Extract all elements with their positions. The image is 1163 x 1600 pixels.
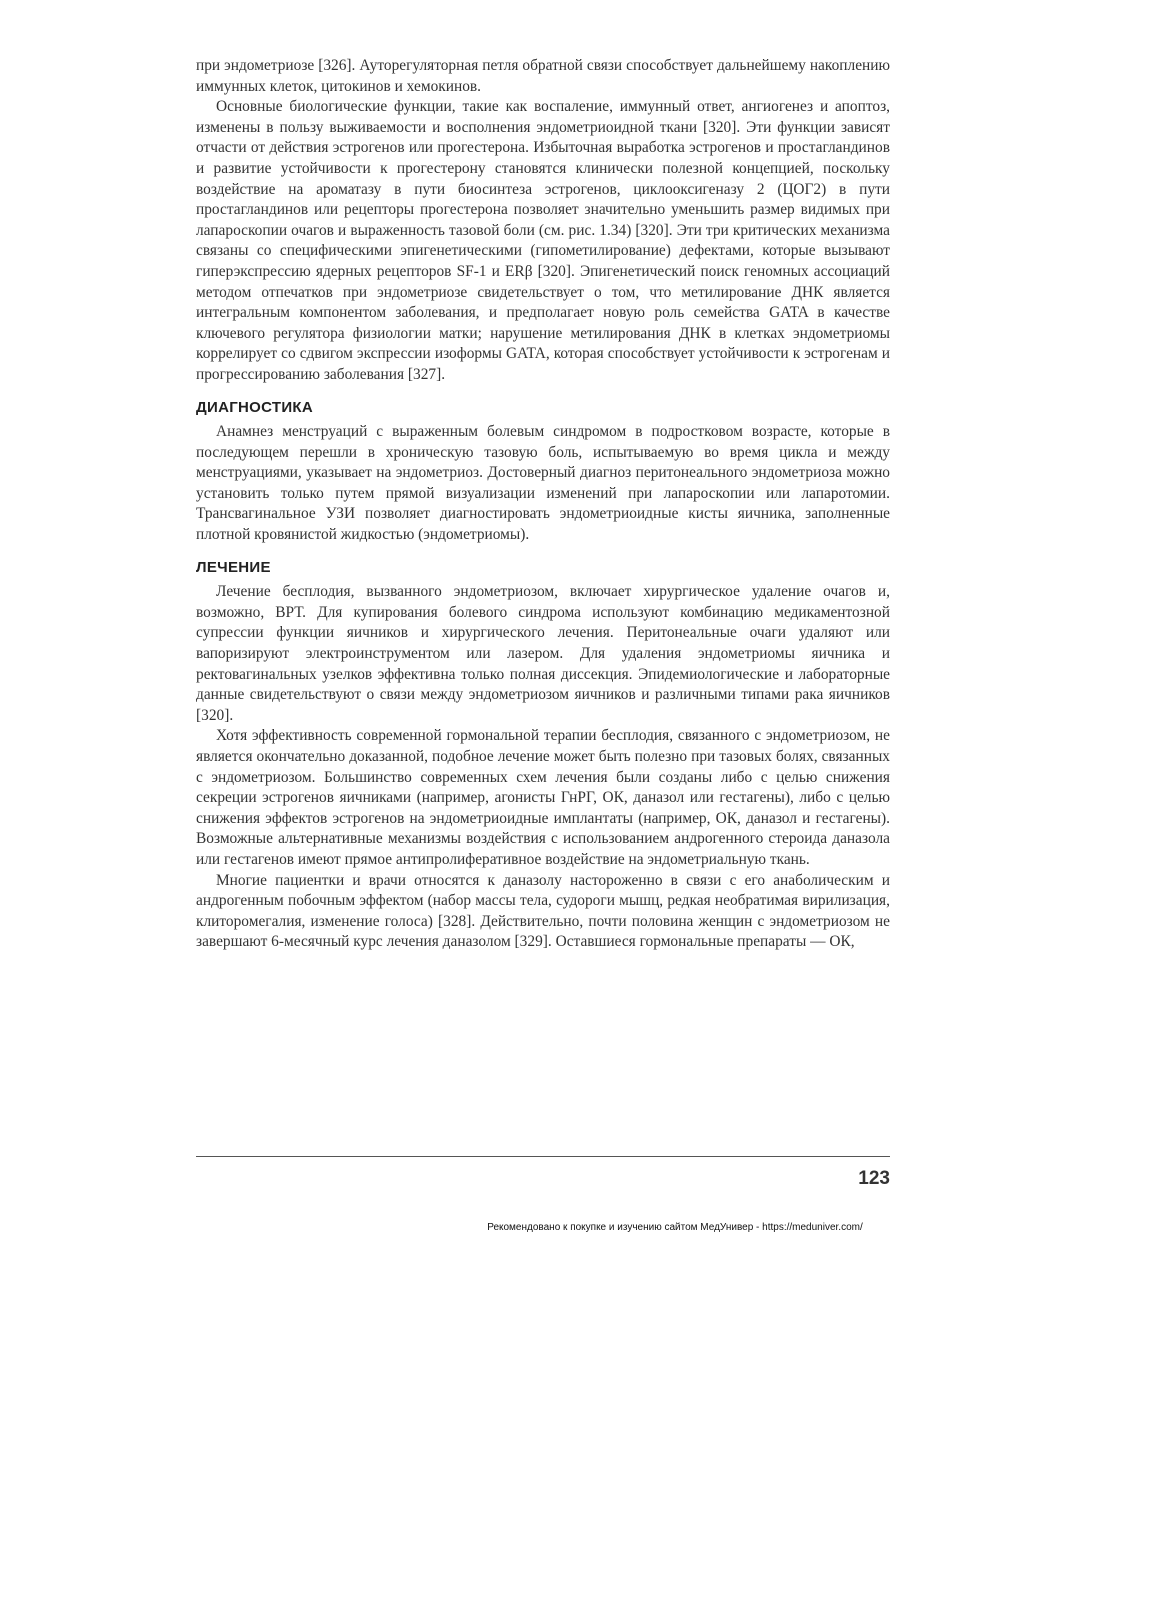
heading-diagnostics: ДИАГНОСТИКА xyxy=(196,398,313,416)
paragraph-treatment-1: Лечение бесплодия, вызванного эндометриозом, включает хирургическое удаление очагов и, возможно, ВРТ. Для купирования болевого синдрома используют комбинацию медикаментозной супрессии функции яичников и хирургического лечения. Перитонеальные очаги удаляют или вапоризируют электроинструментом или лазером. Для удаления эндометриомы яичника и ректовагинальных узелков эффективна только полная диссекция. Эпидемиологические и лабораторные данные свидетельствуют о связи между эндометриозом яичников и различными типами рака яичников [320]. xyxy=(196,583,890,724)
heading-treatment: ЛЕЧЕНИЕ xyxy=(196,558,271,576)
body-text xyxy=(196,56,890,953)
paragraph-treatment-3: Многие пациентки и врачи относятся к даназолу настороженно в связи с его анаболическим и андрогенным побочным эффектом (набор массы тела, судороги мышц, редкая необратимая вирилизация, клиторомегалия, изменение голоса) [328]. Действительно, почти половина женщин с эндометриозом не завершают 6-месячный курс лечения даназолом [329]. Оставшиеся гормональные препараты — ОК, xyxy=(196,871,890,951)
footer-rule xyxy=(196,1156,890,1157)
paragraph-continued: при эндометриозе [326]. Ауторегуляторная петля обратной связи способствует дальнейшему накоплению иммунных клеток, цитокинов и хемокинов. xyxy=(196,57,890,95)
footer-note: Рекомендовано к покупке и изучению сайтом МедУнивер - https://meduniver.com/ xyxy=(487,1222,863,1233)
paragraph-treatment-2: Хотя эффективность современной гормональной терапии бесплодия, связанного с эндометриозом, не является окончательно доказанной, подобное лечение может быть полезно при тазовых болях, связанных с эндометриозом. Большинство современных схем лечения были созданы либо с целью снижения секреции эстрогенов яичниками (например, агонисты ГнРГ, ОК, даназол или гестагены), либо с целью снижения эффектов эстрогенов на эндометриоидные имплантаты (например, ОК, даназол и гестагены). Возможные альтернативные механизмы воздействия с использованием андрогенного стероида даназола или гестагенов имеют прямое антипролиферативное воздействие на эндометриальную ткань. xyxy=(196,727,890,868)
paragraph-diagnostics: Анамнез менструаций с выраженным болевым синдромом в подростковом возрасте, которые в последующем перешли в хроническую тазовую боль, испытываемую во время цикла и между менструациями, указывает на эндометриоз. Достоверный диагноз перитонеального эндометриоза можно установить только путем прямой визуализации изменений при лапароскопии или лапаротомии. Трансвагинальное УЗИ позволяет диагностировать эндометриоидные кисты яичника, заполненные плотной кровянистой жидкостью (эндометриомы). xyxy=(196,423,890,544)
page-number: 123 xyxy=(858,1168,890,1189)
paragraph-biology: Основные биологические функции, такие как воспаление, иммунный ответ, ангиогенез и апоптоз, изменены в пользу выживаемости и восполнения эндометриоидной ткани [320]. Эти функции зависят отчасти от действия эстрогенов или прогестерона. Избыточная выработка эстрогенов и простагландинов и развитие устойчивости к прогестерону становятся клинически полезной концепцией, поскольку воздействие на ароматазу в пути биосинтеза эстрогенов, циклооксигеназу 2 (ЦОГ2) в пути простагландинов или рецепторы прогестерона позволяет значительно уменьшить размер видимых при лапароскопии очагов и выраженность тазовой боли (см. рис. 1.34) [320]. Эти три критических механизма связаны со специфическими эпигенетическими (гипометилирование) дефектами, которые вызывают гиперэкспрессию ядерных рецепторов SF-1 и ERβ [320]. Эпигенетический поиск геномных ассоциаций методом отпечатков при эндометриозе свидетельствует о том, что метилирование ДНК является интегральным компонентом заболевания, и предполагает новую роль семейства GATA в качестве ключевого регулятора физиологии матки; нарушение метилирования ДНК в клетках эндометриомы коррелирует со сдвигом экспрессии изоформы GATA, которая способствует устойчивости к эстрогенам и прогрессированию заболевания [327]. xyxy=(196,98,890,383)
